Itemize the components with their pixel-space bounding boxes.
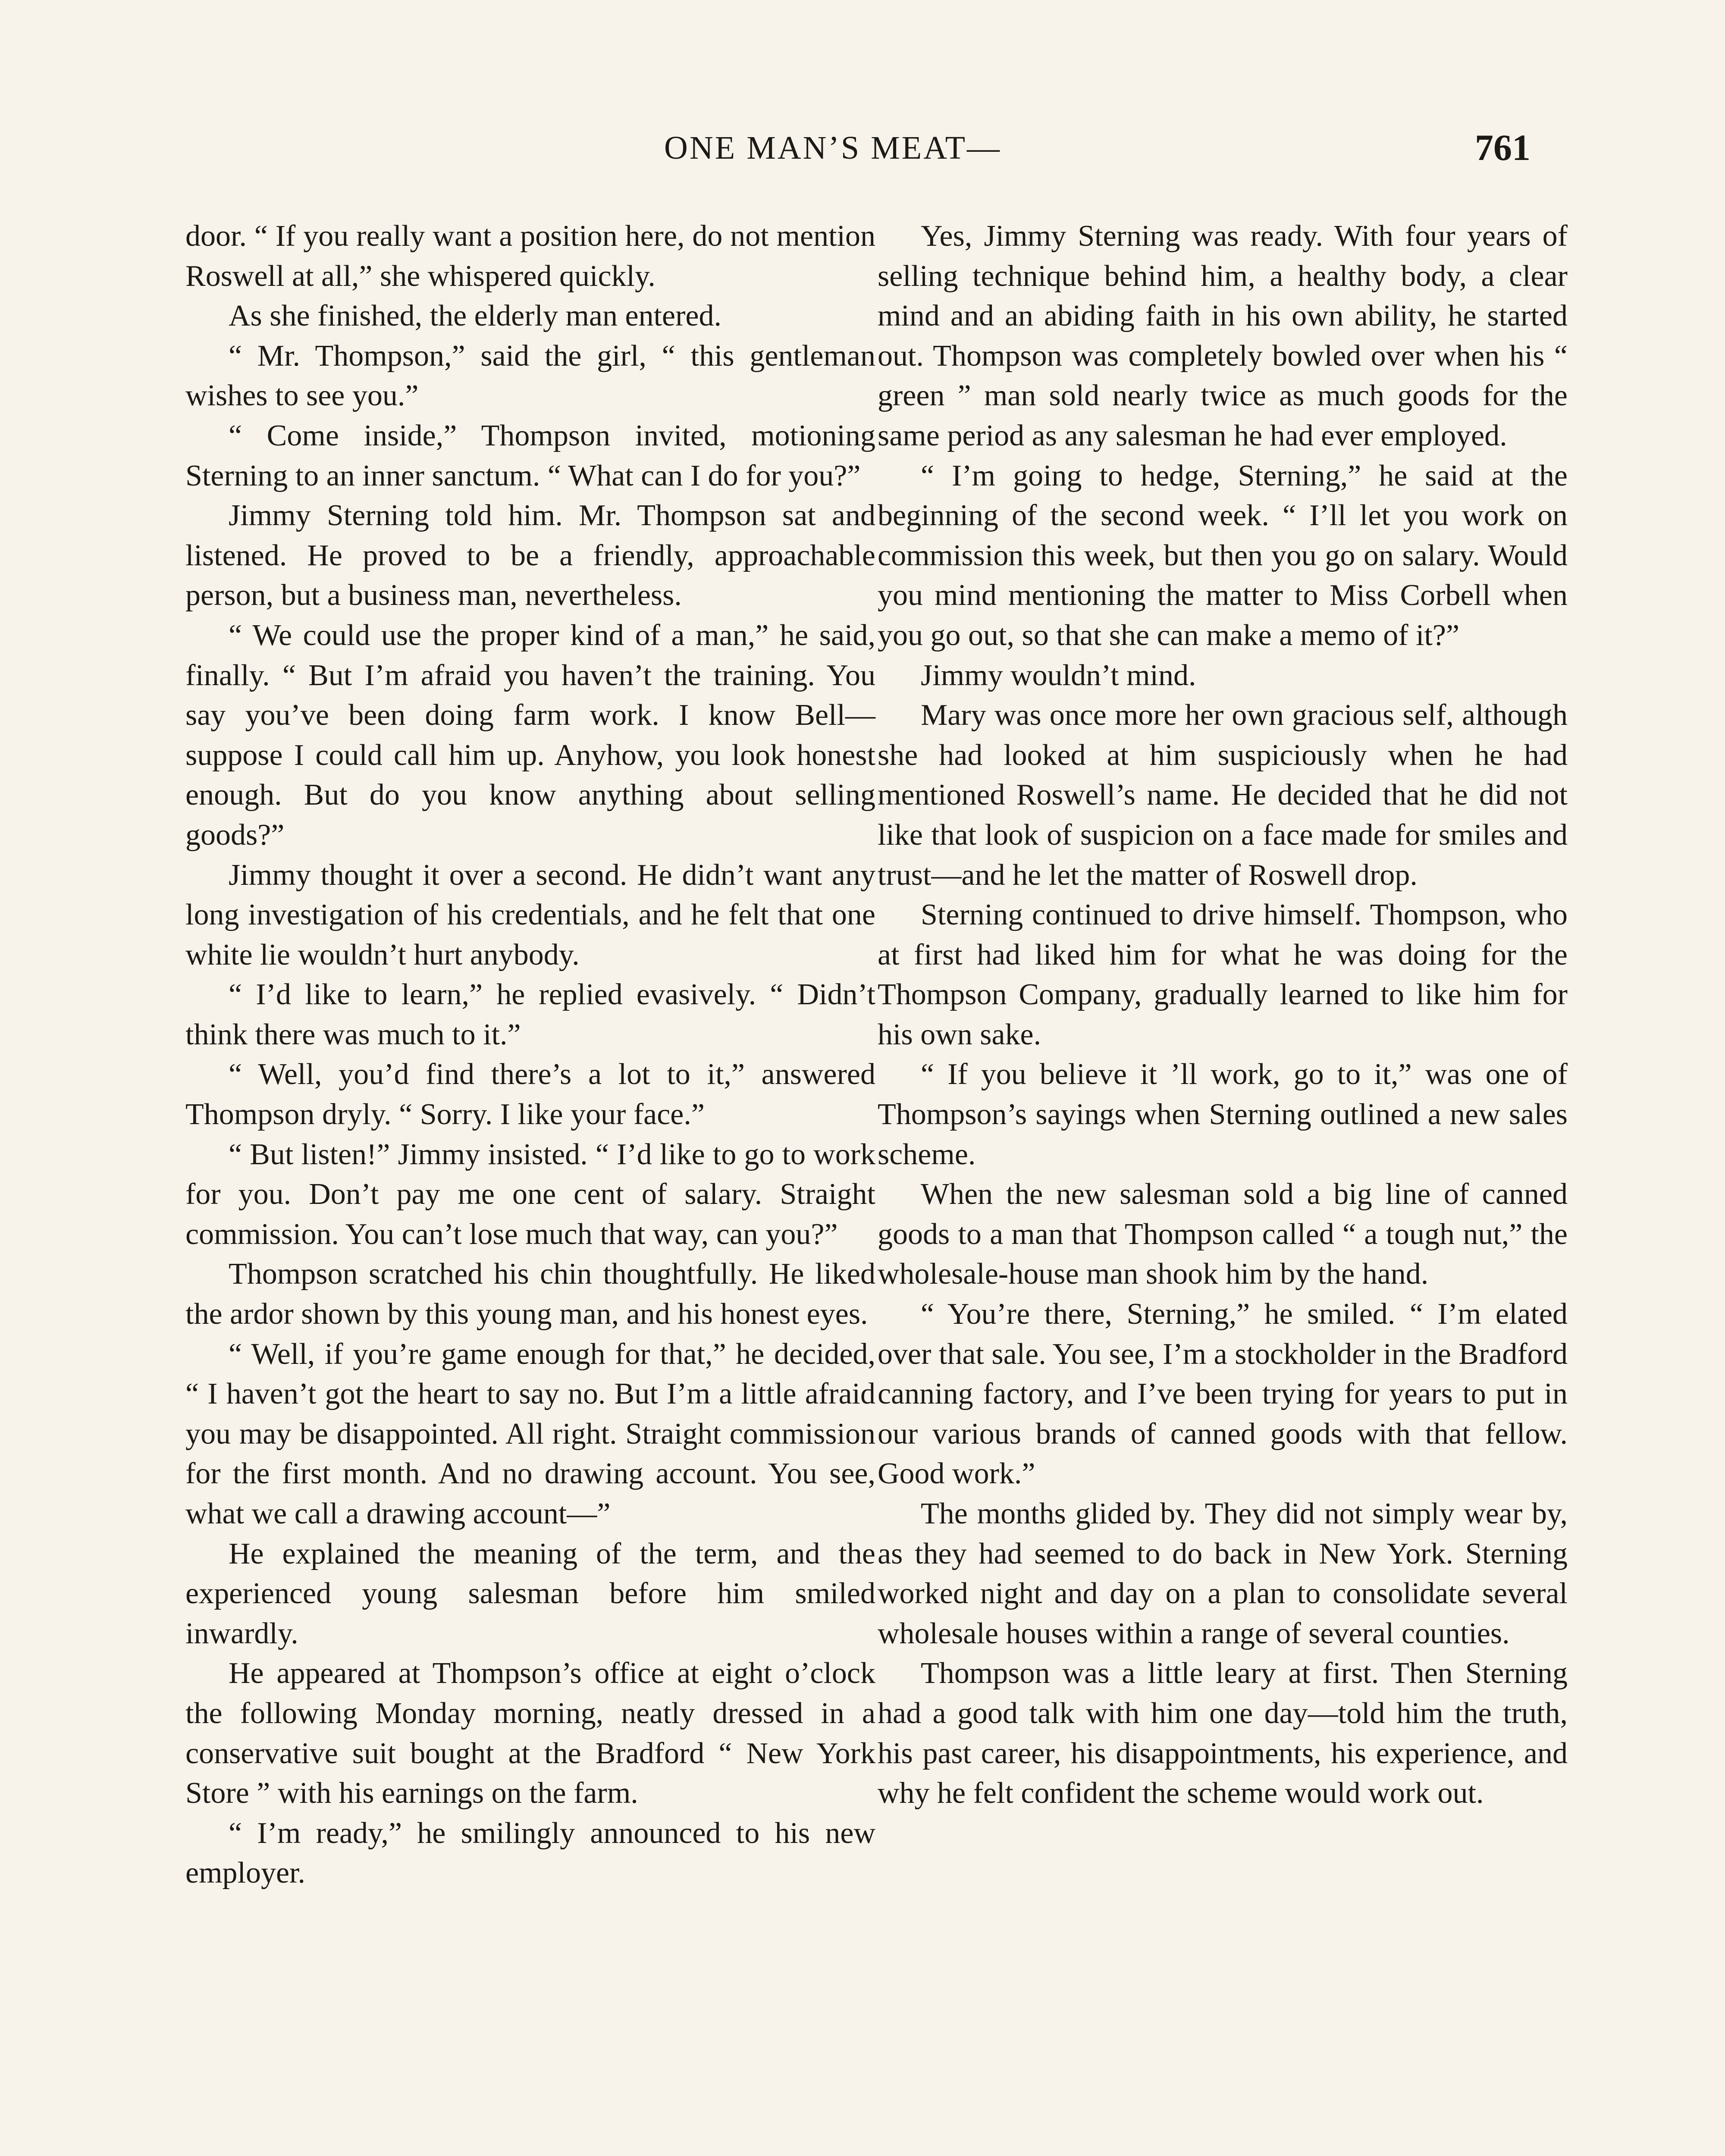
paragraph: Sterning continued to drive himself. Thompson, who at first had liked him for what he was doing for the Thompson Company, gradually learned to like him for his own sake. [878, 898, 1568, 1051]
paragraph: He explained the meaning of the term, and the experienced young salesman before him smiled inwardly. [185, 1537, 875, 1650]
paragraph: “ Well, if you’re game enough for that,” he decided, “ I haven’t got the heart to say no. But I’m a little afraid you may be disappointed. All right. Straight commission for the first month. And no drawing account. You see, what we call a drawing account—” [185, 1337, 875, 1530]
paragraph: “ If you believe it ’ll work, go to it,” was one of Thompson’s sayings when Sterning outlined a new sales scheme. [878, 1058, 1568, 1171]
paragraph: “ You’re there, Sterning,” he smiled. “ I’m elated over that sale. You see, I’m a stockholder in the Bradford canning factory, and I’ve been trying for years to put in our various brands of canned goods with that fellow. Good work.” [878, 1297, 1568, 1491]
paragraph: door. “ If you really want a position here, do not mention Roswell at all,” she whispered quickly. [185, 219, 875, 293]
paragraph: Thompson was a little leary at first. Then Sterning had a good talk with him one day—told him the truth, his past career, his disappointments, his experience, and why he felt confident the scheme would work out. [878, 1657, 1568, 1810]
paragraph: Yes, Jimmy Sterning was ready. With four years of selling technique behind him, a healthy body, a clear mind and an abiding faith in his own ability, he started out. Thompson was completely bowled over when his “ green ” man sold nearly twice as much goods for the same period as any salesman he had ever employed. [878, 219, 1568, 452]
paragraph: “ Well, you’d find there’s a lot to it,” answered Thompson dryly. “ Sorry. I like your face.” [185, 1058, 875, 1131]
right-column [878, 216, 1568, 1814]
paragraph: When the new salesman sold a big line of canned goods to a man that Thompson called “ a tough nut,” the wholesale-house man shook him by the hand. [878, 1178, 1568, 1291]
paragraph: Jimmy wouldn’t mind. [921, 658, 1196, 692]
running-title: ONE MAN’S MEAT— [664, 130, 1001, 166]
paragraph: As she finished, the elderly man entered. [229, 299, 721, 333]
paragraph: The months glided by. They did not simply wear by, as they had seemed to do back in New York. Sterning worked night and day on a plan to consolidate several wholesale houses within a range of several counties. [878, 1497, 1568, 1650]
page-header [0, 129, 1725, 190]
paragraph: Jimmy Sterning told him. Mr. Thompson sat and listened. He proved to be a friendly, approachable person, but a business man, nevertheless. [185, 499, 875, 612]
paragraph: “ I’m ready,” he smilingly announced to his new employer. [185, 1816, 875, 1890]
paragraph: Jimmy thought it over a second. He didn’t want any long investigation of his credentials, and he felt that one white lie wouldn’t hurt anybody. [185, 858, 875, 971]
paragraph: “ Mr. Thompson,” said the girl, “ this gentleman wishes to see you.” [185, 339, 875, 413]
paragraph: Mary was once more her own gracious self, although she had looked at him suspiciously when he had mentioned Roswell’s name. He decided that he did not like that look of suspicion on a face made for smiles and trust—and he let the matter of Roswell drop. [878, 699, 1568, 892]
paragraph: “ I’d like to learn,” he replied evasively. “ Didn’t think there was much to it.” [185, 978, 875, 1051]
paragraph: “ But listen!” Jimmy insisted. “ I’d like to go to work for you. Don’t pay me one cent of salary. Straight commission. You can’t lose much that way, can you?” [185, 1138, 875, 1251]
page-number: 761 [1475, 127, 1531, 168]
paragraph: “ We could use the proper kind of a man,” he said, finally. “ But I’m afraid you haven’t the training. You say you’ve been doing farm work. I know Bell—suppose I could call him up. Anyhow, you look honest enough. But do you know anything about selling goods?” [185, 618, 875, 852]
left-column [185, 216, 875, 1893]
paragraph: Thompson scratched his chin thoughtfully. He liked the ardor shown by this young man, and his honest eyes. [185, 1257, 875, 1331]
paragraph: “ I’m going to hedge, Sterning,” he said at the beginning of the second week. “ I’ll let you work on commission this week, but then you go on salary. Would you mind mentioning the matter to Miss Corbell when you go out, so that she can make a memo of it?” [878, 459, 1568, 652]
paragraph: “ Come inside,” Thompson invited, motioning Sterning to an inner sanctum. “ What can I do for you?” [185, 419, 875, 492]
paragraph: He appeared at Thompson’s office at eight o’clock the following Monday morning, neatly dressed in a conservative suit bought at the Bradford “ New York Store ” with his earnings on the farm. [185, 1657, 875, 1810]
